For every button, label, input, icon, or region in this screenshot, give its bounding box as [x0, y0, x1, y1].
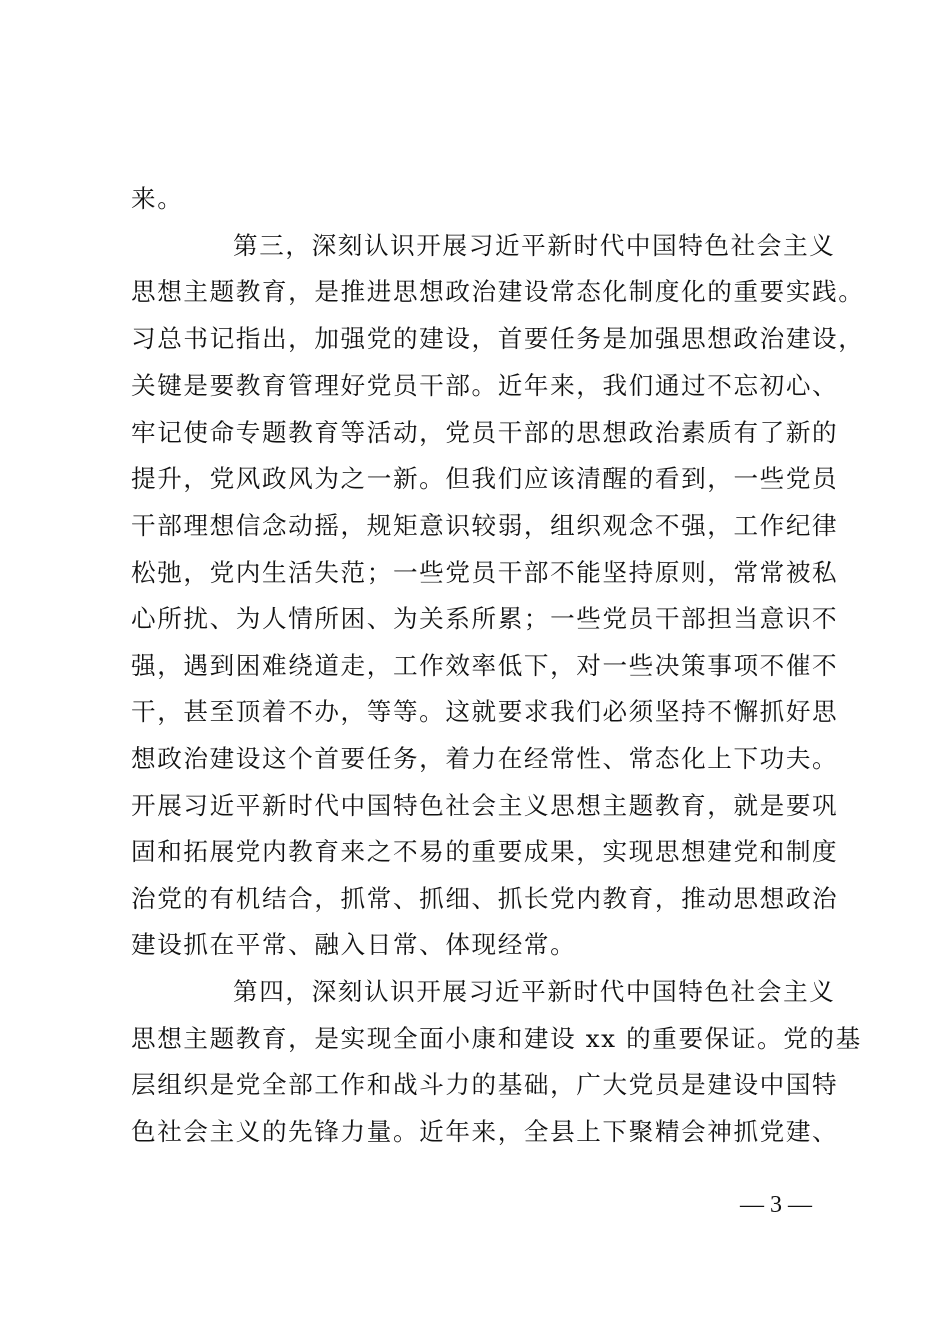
- text-line: 建设抓在平常、融入日常、体现经常。: [131, 930, 577, 959]
- paragraph-start-line: 第三，深刻认识开展习近平新时代中国特色社会主义: [233, 231, 836, 260]
- text-line: 开展习近平新时代中国特色社会主义思想主题教育，就是要巩: [131, 791, 839, 820]
- text-line: 来。: [131, 184, 184, 213]
- text-line: 松弛，党内生活失范；一些党员干部不能坚持原则，常常被私: [131, 558, 839, 587]
- text-line: 关键是要教育管理好党员干部。近年来，我们通过不忘初心、: [131, 371, 839, 400]
- text-line: 习总书记指出，加强党的建设，首要任务是加强思想政治建设，: [131, 324, 865, 353]
- text-line: 治党的有机结合，抓常、抓细、抓长党内教育，推动思想政治: [131, 884, 839, 913]
- text-line: 层组织是党全部工作和战斗力的基础，广大党员是建设中国特: [131, 1070, 839, 1099]
- text-line: 想政治建设这个首要任务，着力在经常性、常态化上下功夫。: [131, 744, 839, 773]
- text-line: 干部理想信念动摇，规矩意识较弱，组织观念不强，工作纪律: [131, 511, 839, 540]
- paragraph-start-line: 第四，深刻认识开展习近平新时代中国特色社会主义: [233, 977, 836, 1006]
- text-line: 干，甚至顶着不办，等等。这就要求我们必须坚持不懈抓好思: [131, 697, 839, 726]
- text-line: 色社会主义的先锋力量。近年来，全县上下聚精会神抓党建、: [131, 1117, 839, 1146]
- text-line: 思想主题教育，是实现全面小康和建设 xx 的重要保证。党的基: [131, 1024, 862, 1053]
- text-line: 思想主题教育，是推进思想政治建设常态化制度化的重要实践。: [131, 277, 865, 306]
- page-number: — 3 —: [740, 1192, 812, 1218]
- text-line: 心所扰、为人情所困、为关系所累；一些党员干部担当意识不: [131, 604, 839, 633]
- text-line: 固和拓展党内教育来之不易的重要成果，实现思想建党和制度: [131, 837, 839, 866]
- text-line: 提升，党风政风为之一新。但我们应该清醒的看到，一些党员: [131, 464, 839, 493]
- text-line: 牢记使命专题教育等活动，党员干部的思想政治素质有了新的: [131, 418, 839, 447]
- text-line: 强，遇到困难绕道走，工作效率低下，对一些决策事项不催不: [131, 651, 839, 680]
